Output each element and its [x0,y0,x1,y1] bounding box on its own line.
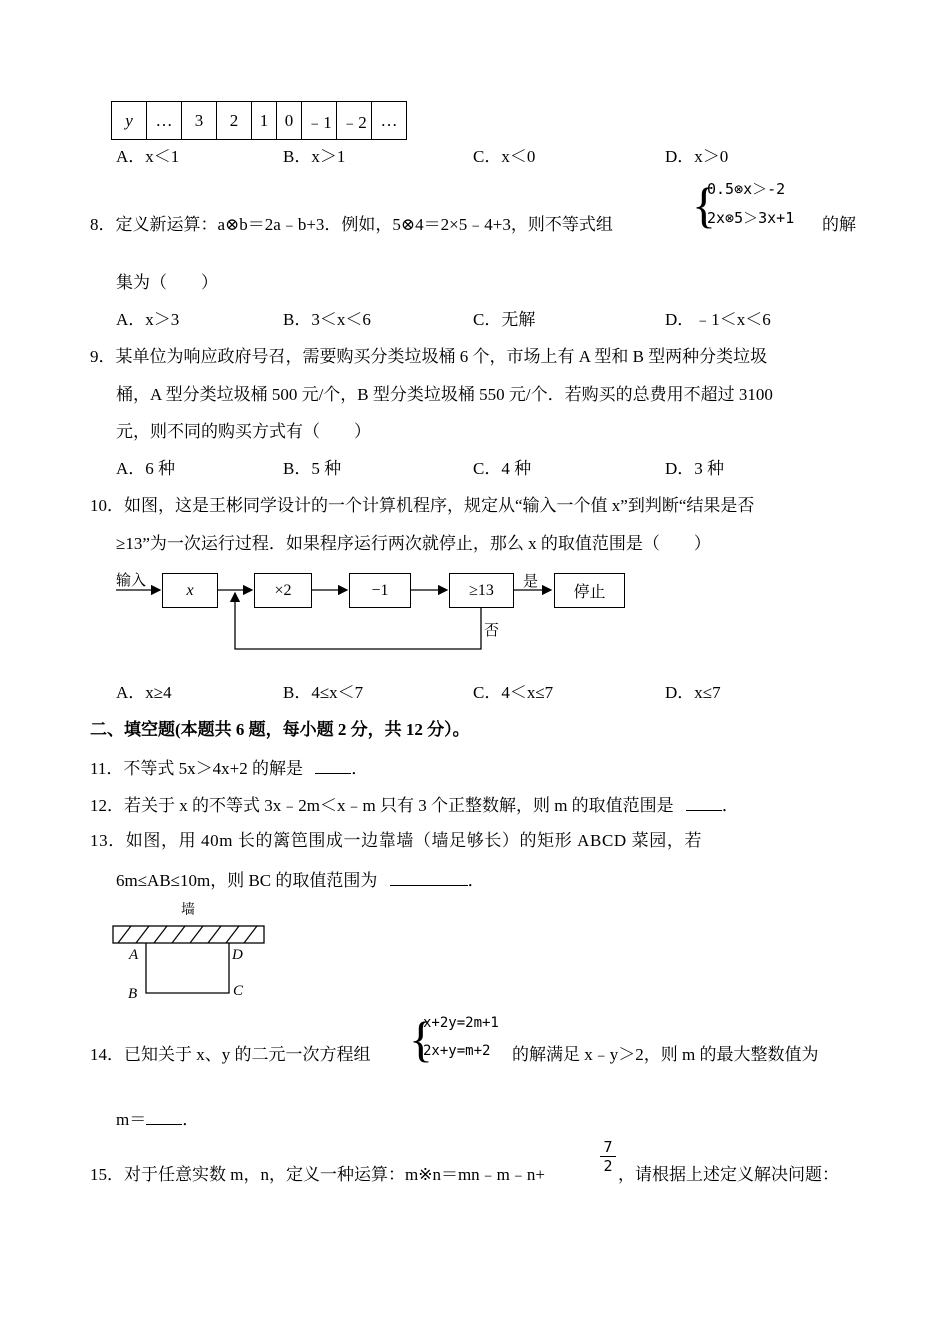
q8-system-line2: 2x⊗5＞3x+1 [707,209,795,227]
q14-stem: 14．已知关于 x、y 的二元一次方程组 [90,1045,371,1064]
q10-option-a: A．x≥4 [116,683,172,702]
q10-option-c: C．4＜x≤7 [473,683,554,702]
q15-fraction [600,1138,616,1175]
table-cell: 1 [252,102,277,140]
q11-stem: 11．不等式 5x＞4x+2 的解是 [90,759,303,778]
q15-stem-suffix: ，请根据上述定义解决问题： [618,1165,839,1184]
table-cell: 3 [182,102,217,140]
q14-brace: { [409,1011,433,1067]
q10-stem-line2: ≥13”为一次运行过程．如果程序运行两次就停止，那么 x 的取值范围是（ ） [116,534,711,553]
flow-box-x: x [162,573,218,608]
vertex-d: D [232,947,243,963]
q7-option-a: A．x＜1 [116,147,180,166]
q10-stem-line1: 10．如图，这是王彬同学设计的一个计算机程序，规定从“输入一个值 x”到判断“结果是否 [90,496,755,515]
q14-stem-suffix: 的解满足 x﹣y＞2，则 m 的最大整数值为 [512,1045,819,1064]
q8-stem: 8．定义新运算：a⊗b＝2a﹣b+3．例如，5⊗4＝2×5﹣4+3，则不等式组 [90,215,613,234]
q8-brace: { [692,177,716,233]
q9-stem-line1: 9．某单位为响应政府号召，需要购买分类垃圾桶 6 个，市场上有 A 型和 B 型两种分类垃圾 [90,347,768,366]
q7-option-c: C．x＜0 [473,147,536,166]
q13-stem-line2: 6m≤AB≤10m，则 BC 的取值范围为 [116,871,378,890]
q10-option-b: B．4≤x＜7 [283,683,364,702]
flow-box-ge13: ≥13 [449,573,514,608]
vertex-b: B [128,986,138,1002]
flow-input-label: 输入 [116,571,147,589]
q13-stem-line1: 13．如图，用 40m 长的篱笆围成一边靠墙（墙足够长）的矩形 ABCD 菜园，若 [90,831,703,850]
flow-no-label: 否 [484,621,500,639]
q12-period: ． [721,796,739,815]
q14-period: ． [182,1110,200,1129]
q15-fraction-denominator: 2 [603,1157,613,1175]
table-cell: … [372,102,407,140]
table-cell: 2 [217,102,252,140]
vertex-c: C [233,983,244,999]
q9-option-c: C．4 种 [473,459,532,478]
q12-stem: 12．若关于 x 的不等式 3x﹣2m＜x﹣m 只有 3 个正整数解，则 m 的取值范围是 [90,796,674,815]
table-cell: 0 [277,102,302,140]
q9-option-a: A．6 种 [116,459,176,478]
q14-text-cont [116,1108,199,1130]
q8-option-b: B．3＜x＜6 [283,310,371,329]
q13-period: ． [467,871,485,890]
table-cell: … [147,102,182,140]
q8-option-c: C．无解 [473,310,536,329]
table-cell: y [112,102,147,140]
q9-option-b: B．5 种 [283,459,342,478]
q8-system-line1: 0.5⊗x＞-2 [707,180,786,198]
vertex-a: A [129,947,139,963]
q14-stem-cont: m＝ [116,1110,147,1129]
q11-period: ． [351,759,369,778]
q15-stem: 15．对于任意实数 m，n，定义一种运算：m※n＝mn﹣m﹣n+ [90,1165,545,1184]
q8-stem-suffix: 的解 [822,215,856,234]
flow-box-minus1: −1 [349,573,411,608]
q15-fraction-numerator: 7 [603,1138,613,1156]
q14-blank [146,1108,182,1125]
q7-option-b: B．x＞1 [283,147,346,166]
section-2-heading: 二、填空题(本题共 6 题，每小题 2 分，共 12 分）。 [90,720,470,739]
q14-system-line1: x+2y=2m+1 [423,1015,499,1031]
wall-label: 墙 [181,902,195,918]
table-cell: ﹣1 [302,102,337,140]
q9-stem-line2: 桶，A 型分类垃圾桶 500 元/个，B 型分类垃圾桶 550 元/个．若购买的总费用不超过 3100 [116,385,773,404]
table-cell: ﹣2 [337,102,372,140]
q9-stem-line3: 元，则不同的购买方式有（ ） [116,422,371,441]
q8-option-d: D．﹣1＜x＜6 [665,310,771,329]
q10-option-d: D．x≤7 [665,683,721,702]
q8-stem-cont: 集为（ ） [116,273,218,292]
q8-option-a: A．x＞3 [116,310,180,329]
q7-option-d: D．x＞0 [665,147,729,166]
q14-system-line2: 2x+y=m+2 [423,1043,491,1059]
flow-box-stop: 停止 [554,573,625,608]
flow-box-times2: ×2 [254,573,312,608]
flow-yes-label: 是 [523,572,539,590]
q9-option-d: D．3 种 [665,459,725,478]
